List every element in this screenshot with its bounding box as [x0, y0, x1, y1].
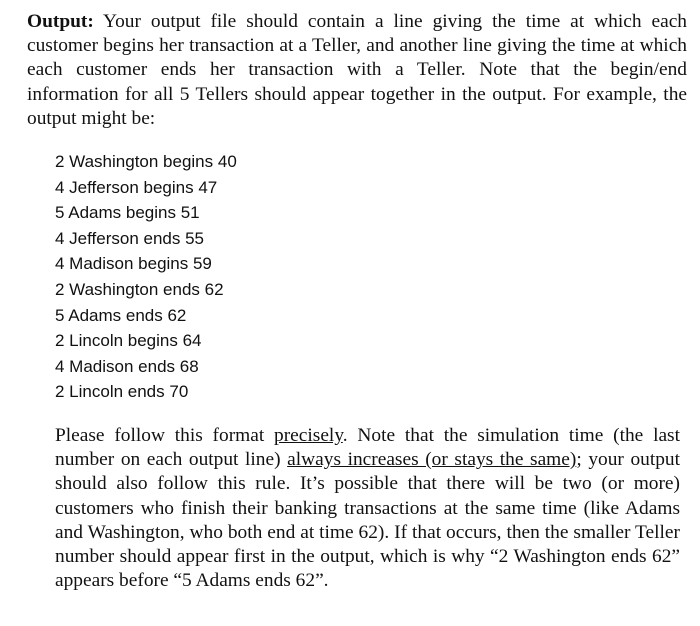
- notes-text-2: . Note that the simulation time (the last number on each output line): [55, 425, 680, 471]
- format-notes: [55, 424, 680, 593]
- notes-text-3: ; your output should also follow this rule. It’s possible that there will be two (or more) customers who finish their banking transactions at the same time (like Adams and Washington, who both end at time 62). If that occurs, then the smaller Teller number should appear first in the output, which is why “2 Washington ends 62” appears before “5 Adams ends 62”.: [55, 449, 680, 592]
- notes-text-1: Please follow this format: [55, 425, 275, 446]
- output-heading: Output:: [27, 11, 94, 32]
- underlined-always-increases: always increases (or stays the same): [287, 449, 577, 471]
- output-description: [27, 10, 687, 131]
- example-line: 4 Jefferson ends 55: [55, 228, 205, 248]
- example-line: 2 Washington begins 40: [55, 152, 237, 171]
- example-line: 4 Madison begins 59: [55, 254, 212, 274]
- example-line: 2 Lincoln ends 70: [55, 382, 189, 402]
- example-line: 2 Lincoln begins 64: [55, 331, 202, 351]
- example-line: 5 Adams begins 51: [55, 203, 200, 223]
- example-line: 4 Madison ends 68: [55, 356, 199, 376]
- example-line: 2 Washington ends 62: [55, 279, 224, 299]
- example-line: 5 Adams ends 62: [55, 305, 187, 325]
- output-description-text: Your output file should contain a line giving the time at which each customer begins her transaction at a Teller, and another line giving the time at which each customer ends her transaction with a Teller. Note that the begin/end information for all 5 Tellers should appear together in the output. For example, the output might be:: [27, 11, 687, 129]
- example-output-list: [55, 149, 237, 405]
- example-line: 4 Jefferson begins 47: [55, 177, 218, 197]
- underlined-precisely: precisely: [274, 425, 343, 446]
